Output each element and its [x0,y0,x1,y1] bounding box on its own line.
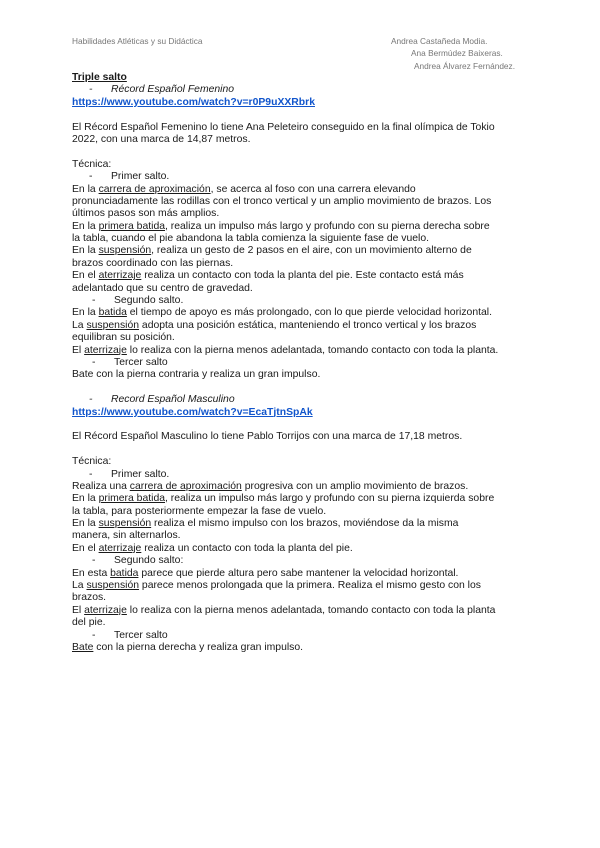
header-course-title: Habilidades Atléticas y su Didáctica [72,36,203,46]
paragraph-line: equilibran su posición. [72,332,175,344]
paragraph-line: manera, sin alternarlos. [72,530,181,542]
paragraph-line: En la primera batida, realiza un impulso más largo y profundo con su pierna izquierda sobre [72,493,495,505]
female-intro-line-1: El Récord Español Femenino lo tiene Ana Peleteiro conseguido en la final olímpica de Tokio [72,121,495,133]
page-title: Triple salto [72,72,127,83]
paragraph-line: En la suspensión realiza el mismo impulso con los brazos, moviéndose da la misma [72,518,459,530]
header-author-1: Andrea Castañeda Modia. [391,36,488,46]
male-intro: El Récord Español Masculino lo tiene Pablo Torrijos con una marca de 17,18 metros. [72,431,463,443]
female-step-2: - Segundo salto. [92,295,184,307]
female-video-link[interactable]: https://www.youtube.com/watch?v=r0P9uXXRbrk [72,96,315,108]
paragraph-line: En la primera batida, realiza un impulso más largo y profundo con su pierna derecha sobre [72,220,490,232]
male-tecnica-label: Técnica: [72,456,112,468]
female-subtitle: - Récord Español Femenino [89,84,235,96]
document-body [72,72,532,654]
female-intro-line-2: 2022, con una marca de 14,87 metros. [72,133,251,145]
paragraph-line: La suspensión parece menos prolongada que la primera. Realiza el mismo gesto con los [72,580,481,592]
female-step-3: - Tercer salto [92,356,168,368]
header-author-2: Ana Bermúdez Baixeras. [411,48,503,58]
paragraph-line: En esta batida parece que pierde altura pero sabe mantener la velocidad horizontal. [72,567,459,579]
paragraph-line: En la suspensión, realiza un gesto de 2 pasos en el aire, con un movimiento alterno de [72,245,472,257]
paragraph-line: Realiza una carrera de aproximación progresiva con un amplio movimiento de brazos. [72,480,469,492]
male-step-2: - Segundo salto: [92,555,184,567]
paragraph-line: El aterrizaje lo realiza con la pierna menos adelantada, tomando contacto con toda la planta [72,604,496,616]
paragraph-line: pronunciadamente las rodillas con el tronco vertical y un amplio movimiento de brazos. Los [72,195,492,207]
male-step-1: - Primer salto. [89,468,170,480]
paragraph-line: En el aterrizaje realiza un contacto con toda la planta del pie. [72,542,353,554]
paragraph-line: Bate con la pierna contraria y realiza un gran impulso. [72,369,321,381]
paragraph-line: En la carrera de aproximación, se acerca al foso con una carrera elevando [72,183,416,195]
paragraph-line: la tabla, cuando el pie abandona la tabla comienza la siguiente fase de vuelo. [72,233,430,245]
paragraph-line: En la batida el tiempo de apoyo es más prolongado, con lo que pierde velocidad horizontal. [72,307,492,319]
paragraph-line: brazos coordinado con las piernas. [72,257,234,269]
male-step-3: - Tercer salto [92,629,168,641]
paragraph-line: adelantado que su centro de gravedad. [72,282,253,294]
male-video-link[interactable]: https://www.youtube.com/watch?v=EcaTjtnSpAk [72,406,313,418]
male-subtitle: - Record Español Masculino [89,394,235,406]
paragraph-line: Bate con la pierna derecha y realiza gran impulso. [72,641,304,653]
paragraph-line: del pie. [72,617,106,629]
paragraph-line: En el aterrizaje realiza un contacto con toda la planta del pie. Este contacto está más [72,270,464,282]
paragraph-line: brazos. [72,592,107,604]
female-step-1: - Primer salto. [89,171,170,183]
female-tecnica-label: Técnica: [72,158,112,170]
paragraph-line: la tabla, para posteriormente empezar la fase de vuelo. [72,505,327,517]
paragraph-line: últimos pasos son más amplios. [72,208,220,220]
paragraph-line: El aterrizaje lo realiza con la pierna menos adelantada, tomando contacto con toda la planta. [72,344,499,356]
paragraph-line: La suspensión adopta una posición estática, manteniendo el tronco vertical y los brazos [72,319,477,331]
header-author-3: Andrea Álvarez Fernández. [414,61,516,71]
